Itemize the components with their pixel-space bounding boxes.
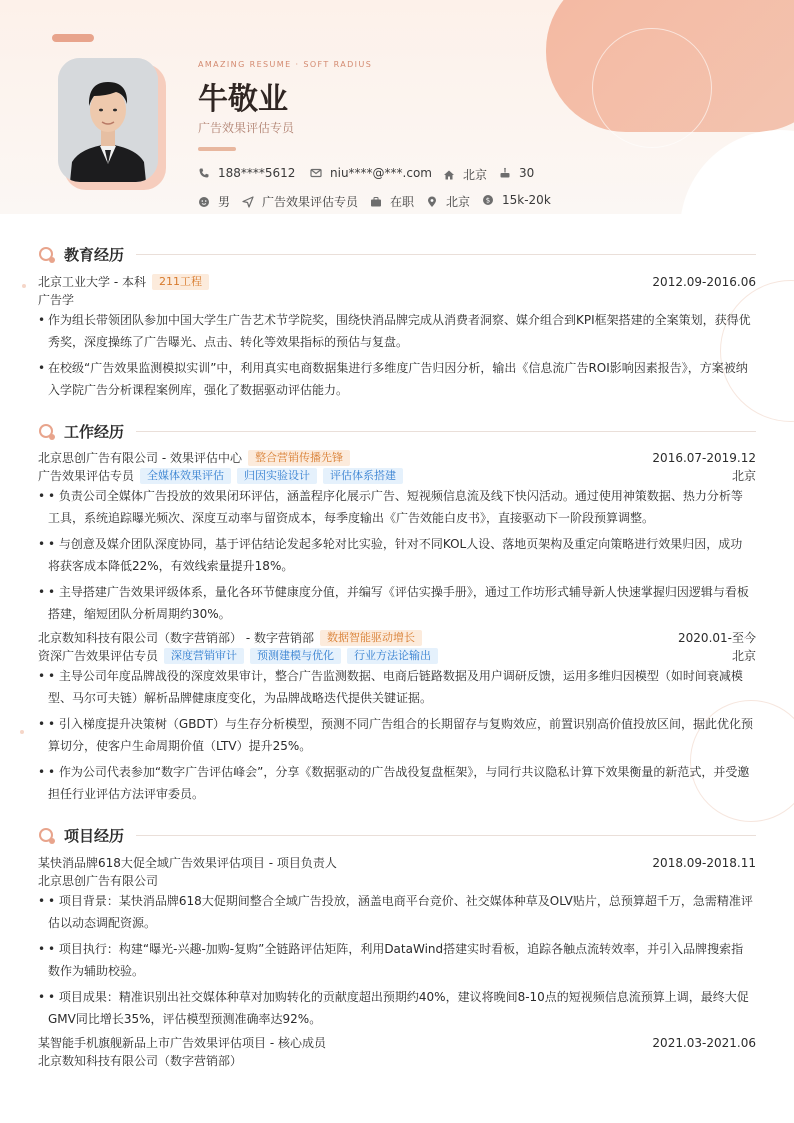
list-item: • • 项目背景：某快消品牌618大促期间整合全域广告投放，涵盖电商平台竞价、社交媒体种草及OLV贴片，总预算超千万，急需精准评估以动态调配资源。: [38, 890, 754, 934]
project-header: [38, 1035, 756, 1051]
education-date: 2012.09-2016.06: [652, 275, 756, 289]
section-divider: [136, 254, 756, 255]
email-info: [310, 166, 432, 180]
bullet-dot: •: [38, 717, 46, 731]
project-company-row: [38, 1053, 756, 1069]
bullet-dot: •: [38, 669, 46, 683]
candidate-name: 牛敬业: [198, 82, 288, 117]
age-info: [499, 166, 534, 180]
project-name: 某智能手机旗舰新品上市广告效果评估项目 - 核心成员: [38, 1036, 326, 1050]
briefcase-icon: [370, 196, 382, 208]
work-role-row: [38, 648, 756, 664]
resume-tagline: AMAZING RESUME · SOFT RADIUS: [198, 60, 373, 69]
list-item: • • 主导搭建广告效果评级体系，量化各环节健康度分值，并编写《评估实操手册》，通过工作坊形式辅导新人快速掌握归因逻辑与看板搭建，缩短团队分析周期约30%。: [38, 581, 754, 625]
decorative-dot: [20, 730, 24, 734]
phone-value: 188****5612: [218, 166, 296, 180]
gender-info: [198, 193, 230, 210]
project-header: [38, 855, 756, 871]
work-city: 北京: [731, 649, 756, 663]
bullet-dot: •: [38, 313, 46, 327]
email-value: niu****@***.com: [330, 166, 432, 180]
role: 广告效果评估专员: [38, 469, 135, 483]
skill-tag: 评估体系搭建: [323, 468, 403, 484]
skill-tag: 预测建模与优化: [250, 648, 341, 664]
list-item: • • 与创意及媒介团队深度协同，基于评估结论发起多轮对比实验，针对不同KOL人设、落地页架构及重定向策略进行效果归因，成功将获客成本降低22%，有效线索量提升18%。: [38, 533, 754, 577]
list-item: • • 项目成果：精准识别出社交媒体种草对加购转化的贡献度超出预期约40%，建议将晚间8-10点的短视频信息流预算上调，最终大促GMV同比增长35%，评估模型预测准确率达92%。: [38, 986, 754, 1030]
status-value: 在职: [390, 195, 415, 209]
bullet-dot: •: [38, 990, 46, 1004]
project-date: 2021.03-2021.06: [652, 1036, 756, 1050]
target-job-info: [242, 193, 358, 210]
title-underline: [198, 147, 236, 151]
school-line: 北京工业大学 - 本科: [38, 275, 146, 289]
section-divider: [136, 431, 756, 432]
salary-info: [482, 193, 551, 207]
target-job-value: 广告效果评估专员: [262, 195, 359, 209]
age-value: 30: [519, 166, 535, 180]
home-icon: [443, 169, 455, 181]
project-company: 北京思创广告有限公司: [38, 874, 159, 888]
avatar-portrait-icon: [58, 58, 158, 182]
location-info: [443, 166, 487, 183]
school-tag: 211工程: [152, 274, 209, 290]
work-date: 2020.01-至今: [678, 631, 756, 645]
section-title: 工作经历: [64, 423, 125, 441]
phone-icon: [198, 167, 210, 179]
work-date: 2016.07-2019.12: [652, 451, 756, 465]
section-search-icon: [38, 246, 56, 264]
bullet-dot: •: [38, 585, 46, 599]
list-item: • • 引入梯度提升决策树（GBDT）与生存分析模型，预测不同广告组合的长期留存与复购效应，前置识别高价值投放区间，据此优化预算切分，使客户生命周期价值（LTV）提升25%。: [38, 713, 754, 757]
project-company-row: [38, 873, 756, 889]
company-line: 北京数知科技有限公司（数字营销部） - 数字营销部: [38, 631, 314, 645]
section-header-work: [38, 421, 756, 442]
target-city-info: [426, 193, 470, 210]
major: 广告学: [38, 293, 75, 307]
list-item: • • 项目执行：构建“曝光-兴趣-加购-复购”全链路评估矩阵，利用DataWind搭建实时看板，追踪各触点流转效率，并引入品牌搜索指数作为辅助校验。: [38, 938, 754, 982]
skill-tag: 全媒体效果评估: [140, 468, 231, 484]
status-info: [370, 193, 414, 210]
bullet-dot: •: [38, 537, 46, 551]
project-company: 北京数知科技有限公司（数字营销部）: [38, 1054, 243, 1068]
list-item: • • 作为公司代表参加“数字广告评估峰会”，分享《数据驱动的广告战役复盘框架》，与同行共议隐私计算下效果衡量的新范式，并受邀担任行业评估方法评审委员。: [38, 761, 754, 805]
section-search-icon: [38, 423, 56, 441]
location-pin-icon: [426, 196, 438, 208]
list-item: • 作为组长带领团队参加中国大学生广告艺术节学院奖，围绕快消品牌完成从消费者洞察、媒介组合到KPI框架搭建的全案策划，获得优秀奖，深度操练了广告曝光、点击、转化等效果指标的预估与复盘。: [38, 309, 754, 353]
company-tag: 数据智能驱动增长: [320, 630, 422, 646]
cake-icon: [499, 167, 511, 179]
role: 资深广告效果评估专员: [38, 649, 159, 663]
list-item: • • 主导公司年度品牌战役的深度效果审计，整合广告监测数据、电商后链路数据及用户调研反馈，运用多维归因模型（如时间衰减模型、马尔可夫链）解析品牌健康度变化，为品牌战略迭代提供关键证据。: [38, 665, 754, 709]
decorative-curve: [680, 130, 794, 214]
money-icon: [482, 194, 494, 206]
work-header: [38, 630, 756, 646]
mail-icon: [310, 167, 322, 179]
company-tag: 整合营销传播先锋: [248, 450, 350, 466]
list-item: • • 负责公司全媒体广告投放的效果闭环评估，涵盖程序化展示广告、短视频信息流及线下快闪活动。通过使用神策数据、热力分析等工具，系统追踪曝光频次、深度互动率与留资成本，每季度输出《广告效能白皮书》，直接驱动下一阶段预算调整。: [38, 485, 754, 529]
company-line: 北京思创广告有限公司 - 效果评估中心: [38, 451, 242, 465]
skill-tag: 行业方法论输出: [347, 648, 438, 664]
education-major: [38, 292, 756, 308]
skill-tag: 深度营销审计: [164, 648, 244, 664]
project-date: 2018.09-2018.11: [652, 856, 756, 870]
bullet-dot: •: [38, 489, 46, 503]
job-title: 广告效果评估专员: [198, 121, 295, 135]
bullet-dot: •: [38, 942, 46, 956]
face-icon: [198, 196, 210, 208]
gender-value: 男: [218, 195, 231, 209]
list-item: • 在校级“广告效果监测模拟实训”中，利用真实电商数据集进行多维度广告归因分析，输出《信息流广告ROI影响因素报告》，方案被纳入学院广告分析课程案例库，强化了数据驱动评估能力。: [38, 357, 754, 401]
work-city: 北京: [731, 469, 756, 483]
section-title: 教育经历: [64, 246, 125, 264]
svg-text:$: $: [485, 196, 491, 205]
project-name: 某快消品牌618大促全域广告效果评估项目 - 项目负责人: [38, 856, 337, 870]
education-header: [38, 274, 756, 290]
send-icon: [242, 196, 254, 208]
section-title: 项目经历: [64, 827, 125, 845]
salary-value: 15k-20k: [502, 193, 551, 207]
section-header-education: [38, 244, 756, 265]
accent-bar: [52, 34, 94, 42]
section-search-icon: [38, 827, 56, 845]
bullet-dot: •: [38, 361, 46, 375]
phone-info: [198, 166, 295, 180]
section-divider: [136, 835, 756, 836]
decorative-ring: [592, 28, 712, 148]
bullet-dot: •: [38, 894, 46, 908]
work-header: [38, 450, 756, 466]
skill-tag: 归因实验设计: [237, 468, 317, 484]
section-header-projects: [38, 825, 756, 846]
bullet-dot: •: [38, 765, 46, 779]
location-value: 北京: [463, 168, 488, 182]
decorative-dot: [22, 284, 26, 288]
work-role-row: [38, 468, 756, 484]
target-city-value: 北京: [446, 195, 471, 209]
avatar: [58, 58, 158, 182]
